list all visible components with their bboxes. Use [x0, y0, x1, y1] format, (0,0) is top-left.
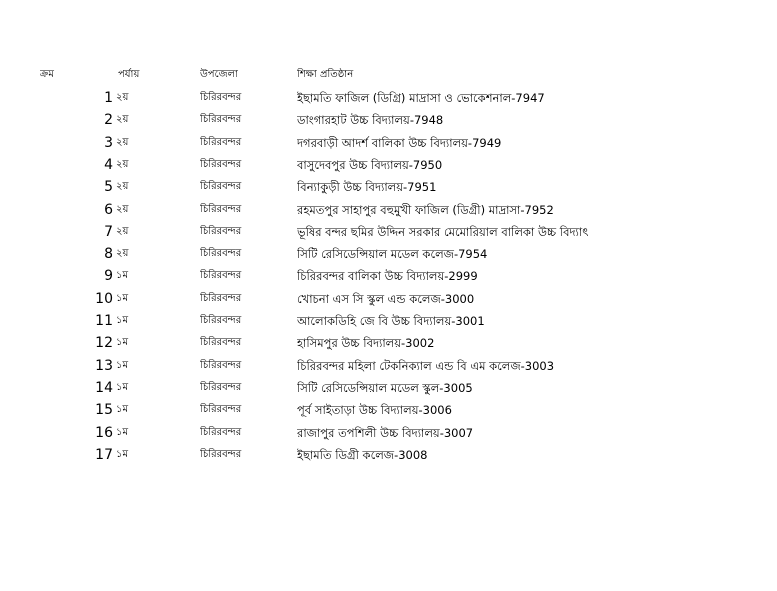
table-row — [0, 399, 777, 421]
upazila-cell: চিরিরবন্দর — [200, 448, 242, 460]
phase-cell: ১ম — [116, 337, 129, 349]
phase-cell: ১ম — [116, 270, 129, 282]
table-row — [0, 243, 777, 265]
phase-cell: ২য় — [116, 114, 129, 126]
upazila-cell: চিরিরবন্দর — [200, 359, 242, 371]
serial-cell: 9 — [104, 268, 113, 285]
serial-cell: 12 — [95, 335, 113, 352]
table-row — [0, 87, 777, 109]
institution-cell: দগরবাড়ী আদর্শ বালিকা উচ্চ বিদ্যালয়-7949 — [297, 135, 502, 150]
institution-cell: রাজাপুর তপশিলী উচ্চ বিদ্যালয়-3007 — [297, 425, 474, 440]
serial-cell: 4 — [104, 156, 113, 173]
phase-cell: ২য় — [116, 181, 129, 193]
phase-cell: ১ম — [116, 315, 129, 326]
table-row — [0, 444, 777, 466]
table-row — [0, 377, 777, 399]
upazila-cell: চিরিরবন্দর — [200, 292, 242, 304]
upazila-cell: চিরিরবন্দর — [200, 270, 242, 282]
serial-cell: 7 — [104, 223, 113, 240]
phase-cell: ২য় — [116, 158, 129, 170]
table-row — [0, 332, 777, 354]
institution-cell: সিটি রেসিডেন্সিয়াল মডেল কলেজ-7954 — [297, 247, 488, 262]
phase-header: পর্যায় — [118, 69, 140, 80]
table-row — [0, 221, 777, 243]
upazila-cell: চিরিরবন্দর — [200, 92, 242, 103]
serial-cell: 15 — [95, 402, 113, 419]
serial-cell: 14 — [95, 379, 113, 396]
table-row — [0, 288, 777, 310]
upazila-cell: চিরিরবন্দর — [200, 404, 242, 416]
phase-cell: ১ম — [116, 426, 129, 438]
phase-cell: ১ম — [116, 404, 129, 416]
phase-cell: ২য় — [116, 248, 129, 260]
upazila-cell: চিরিরবন্দর — [200, 248, 242, 260]
institution-cell: রহমতপুর সাহাপুর বহুমুখী ফাজিল (ডিগ্রী) মাদ্রাসা-7952 — [297, 202, 554, 217]
serial-cell: 17 — [95, 446, 113, 463]
table-row — [0, 310, 777, 332]
table-row — [0, 355, 777, 377]
serial-cell: 5 — [104, 179, 113, 196]
upazila-cell: চিরিরবন্দর — [200, 337, 242, 349]
serial-cell: 3 — [104, 134, 113, 151]
serial-cell: 8 — [104, 246, 113, 263]
serial-cell: 11 — [95, 313, 113, 329]
serial-cell: 6 — [104, 201, 113, 218]
institution-cell: বাসুদেবপুর উচ্চ বিদ্যালয়-7950 — [297, 157, 443, 172]
serial-cell: 2 — [104, 112, 113, 129]
upazila-cell: চিরিরবন্দর — [200, 203, 242, 215]
institution-cell: ইছামতি ডিগ্রী কলেজ-3008 — [297, 447, 428, 462]
institution-cell: খোচনা এস সি স্কুল এন্ড কলেজ-3000 — [297, 291, 475, 306]
institution-cell: চিরিরবন্দর বালিকা উচ্চ বিদ্যালয়-2999 — [297, 269, 478, 284]
institution-cell: পূর্ব সাইতাড়া উচ্চ বিদ্যালয়-3006 — [297, 403, 452, 418]
upazila-cell: চিরিরবন্দর — [200, 181, 242, 193]
phase-cell: ২য় — [116, 92, 129, 103]
upazila-cell: চিরিরবন্দর — [200, 136, 242, 148]
table-row — [0, 154, 777, 176]
serial-header: ক্রম — [40, 69, 54, 80]
institution-cell: বিন্যাকুড়ী উচ্চ বিদ্যালয়-7951 — [297, 180, 437, 195]
institution-cell: হাসিমপুর উচ্চ বিদ্যালয়-3002 — [297, 336, 435, 351]
phase-cell: ১ম — [116, 381, 129, 393]
upazila-cell: চিরিরবন্দর — [200, 114, 242, 126]
upazila-cell: চিরিরবন্দর — [200, 225, 242, 237]
upazila-header: উপজেলা — [200, 69, 238, 80]
table-row — [0, 132, 777, 154]
institution-cell: ভূষির বন্দর ছমির উদ্দিন সরকার মেমোরিয়াল বালিকা উচ্চ বিদ্যাৎ — [297, 224, 589, 239]
institution-header: শিক্ষা প্রতিষ্ঠান — [297, 69, 354, 80]
phase-cell: ১ম — [116, 292, 129, 304]
institution-cell: আলোকডিহি জে বি উচ্চ বিদ্যালয়-3001 — [297, 314, 485, 328]
upazila-cell: চিরিরবন্দর — [200, 426, 242, 438]
serial-cell: 10 — [95, 290, 113, 307]
phase-cell: ২য় — [116, 225, 129, 237]
serial-cell: 16 — [95, 424, 113, 441]
upazila-cell: চিরিরবন্দর — [200, 315, 242, 326]
phase-cell: ২য় — [116, 203, 129, 215]
institution-cell: ইছামতি ফাজিল (ডিগ্রি) মাদ্রাসা ও ভোকেশনাল-7947 — [297, 91, 545, 105]
phase-cell: ১ম — [116, 359, 129, 371]
table-row — [0, 176, 777, 198]
table-row — [0, 422, 777, 444]
upazila-cell: চিরিরবন্দর — [200, 381, 242, 393]
institution-cell: সিটি রেসিডেন্সিয়াল মডেল স্কুল-3005 — [297, 380, 473, 395]
table-row — [0, 265, 777, 287]
serial-cell: 1 — [104, 90, 113, 106]
phase-cell: ১ম — [116, 448, 129, 460]
table-row — [0, 109, 777, 131]
institution-cell: ডাংগারহাট উচ্চ বিদ্যালয়-7948 — [297, 113, 444, 128]
table-row — [0, 199, 777, 221]
phase-cell: ২য় — [116, 136, 129, 148]
institution-cell: চিরিরবন্দর মহিলা টেকনিক্যাল এন্ড বি এম কলেজ-3003 — [297, 358, 555, 373]
upazila-cell: চিরিরবন্দর — [200, 158, 242, 170]
serial-cell: 13 — [95, 357, 113, 374]
